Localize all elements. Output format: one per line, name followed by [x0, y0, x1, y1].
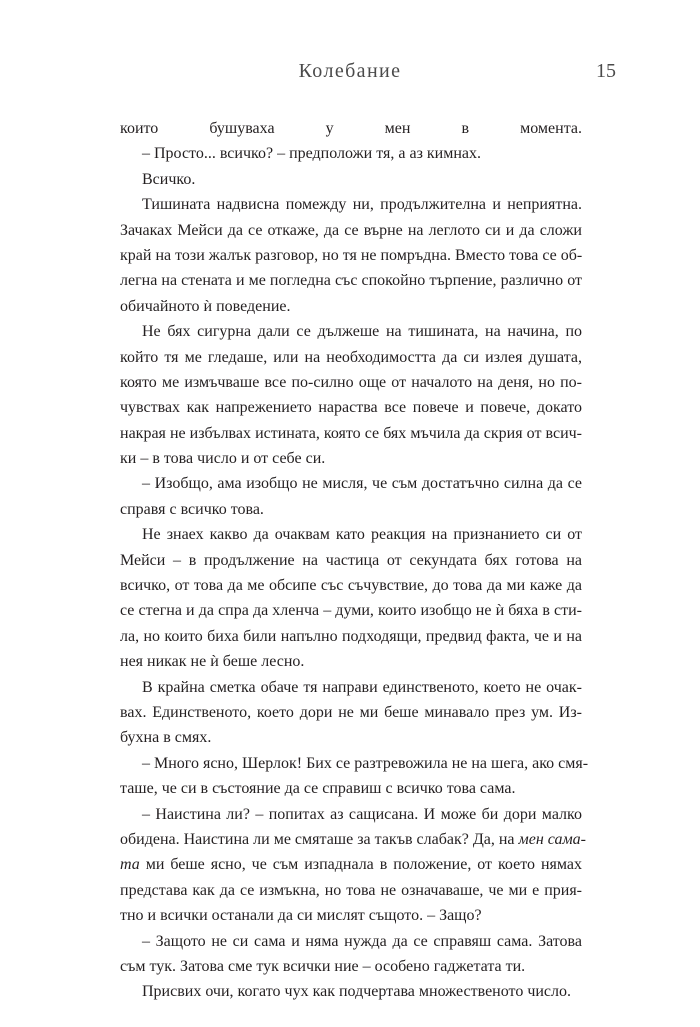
text-line: представа как да се измъкна, но това не означаваше, че ми е прия- — [120, 881, 582, 899]
text-line: – Много ясно, Шерлок! Бих се разтревожила не на шега, ако смя- — [142, 754, 589, 772]
italic-emphasis: мен сама- — [518, 830, 586, 848]
text-line: чувствах как напрежението нараства все повече и повече, докато — [120, 399, 582, 417]
text-line: Мейси – в продължение на частица от секундата бях готова на — [120, 551, 582, 569]
text-line: Тишината надвисна помежду ни, продължителна и неприятна. — [142, 196, 582, 214]
text-line: обидена. Наистина ли ме смяташе за такъв слабак? Да, на мен сама- — [120, 830, 586, 848]
text-line: всичко, от това да ме обсипе със съчувствие, до това да ми каже да — [120, 577, 582, 595]
text-line: Не знаех какво да очаквам като реакция на признанието си от — [142, 526, 582, 544]
text-line: която ме измъчваше все по-силно още от началото на деня, но по- — [120, 373, 582, 391]
text-line: обичайното ѝ поведение. — [120, 297, 291, 315]
running-header — [0, 60, 700, 90]
text-line: тно и всички останали да си мислят същото. – Защо? — [120, 907, 482, 925]
text-line: който тя ме гледаше, или на необходимостта да си излея душата, — [120, 348, 582, 366]
text-line: съм тук. Затова сме тук всички ние – особено гаджетата ти. — [120, 957, 526, 975]
text-line: нея никак не ѝ беше лесно. — [120, 653, 305, 671]
page-number: 15 — [596, 60, 616, 82]
text-line: легна на стената и ме погледна със спокойно търпение, различно от — [120, 272, 582, 290]
text-line: ла, но които биха били напълно подходящи, предвид факта, че и на — [120, 627, 582, 645]
italic-emphasis: та — [120, 856, 140, 874]
text-line: които бушуваха у мен в момента. — [120, 120, 582, 137]
body-text — [120, 116, 589, 1005]
text-line: накрая не избълвах истината, която се бях мъчила да скрия от всич- — [120, 424, 582, 442]
text-line: вах. Единственото, което дори не ми беше минавало през ум. Из- — [120, 703, 582, 721]
text-line: – Изобщо, ама изобщо не мисля, че съм достатъчно силна да се — [142, 475, 582, 493]
text-line: В крайна сметка обаче тя направи единственото, което не очак- — [142, 678, 582, 696]
text-line: бухна в смях. — [120, 729, 212, 747]
text-line: справя с всичко това. — [120, 500, 264, 518]
text-line: Зачаках Мейси да се откаже, да се върне на леглото си и да сложи — [120, 221, 582, 239]
text-line: Не бях сигурна дали се дължеше на тишината, на начина, по — [142, 323, 582, 341]
text-line: се стегна и да спра да хленча – думи, които изобщо не ѝ бяха в сти- — [120, 602, 582, 620]
text-line: край на този жалък разговор, но тя не помръдна. Вместо това се об- — [120, 246, 583, 264]
text-line: та ми беше ясно, че съм изпаднала в положение, от което нямах — [120, 856, 582, 874]
text-line: Присвих очи, когато чух как подчертава множественото число. — [142, 983, 572, 1001]
text-line: – Просто... всичко? – предположи тя, а аз кимнах. — [142, 145, 482, 163]
text-line: ки – в това число и от себе си. — [120, 450, 326, 468]
chapter-title: Колебание — [298, 60, 402, 82]
text-line: – Наистина ли? – попитах аз сащисана. И може би дори малко — [142, 805, 582, 823]
text-line: таше, че си в състояние да се справиш с всичко това сама. — [120, 780, 516, 798]
text-line: – Защото не си сама и няма нужда да се справяш сама. Затова — [142, 932, 582, 950]
text-line: Всичко. — [142, 170, 196, 188]
